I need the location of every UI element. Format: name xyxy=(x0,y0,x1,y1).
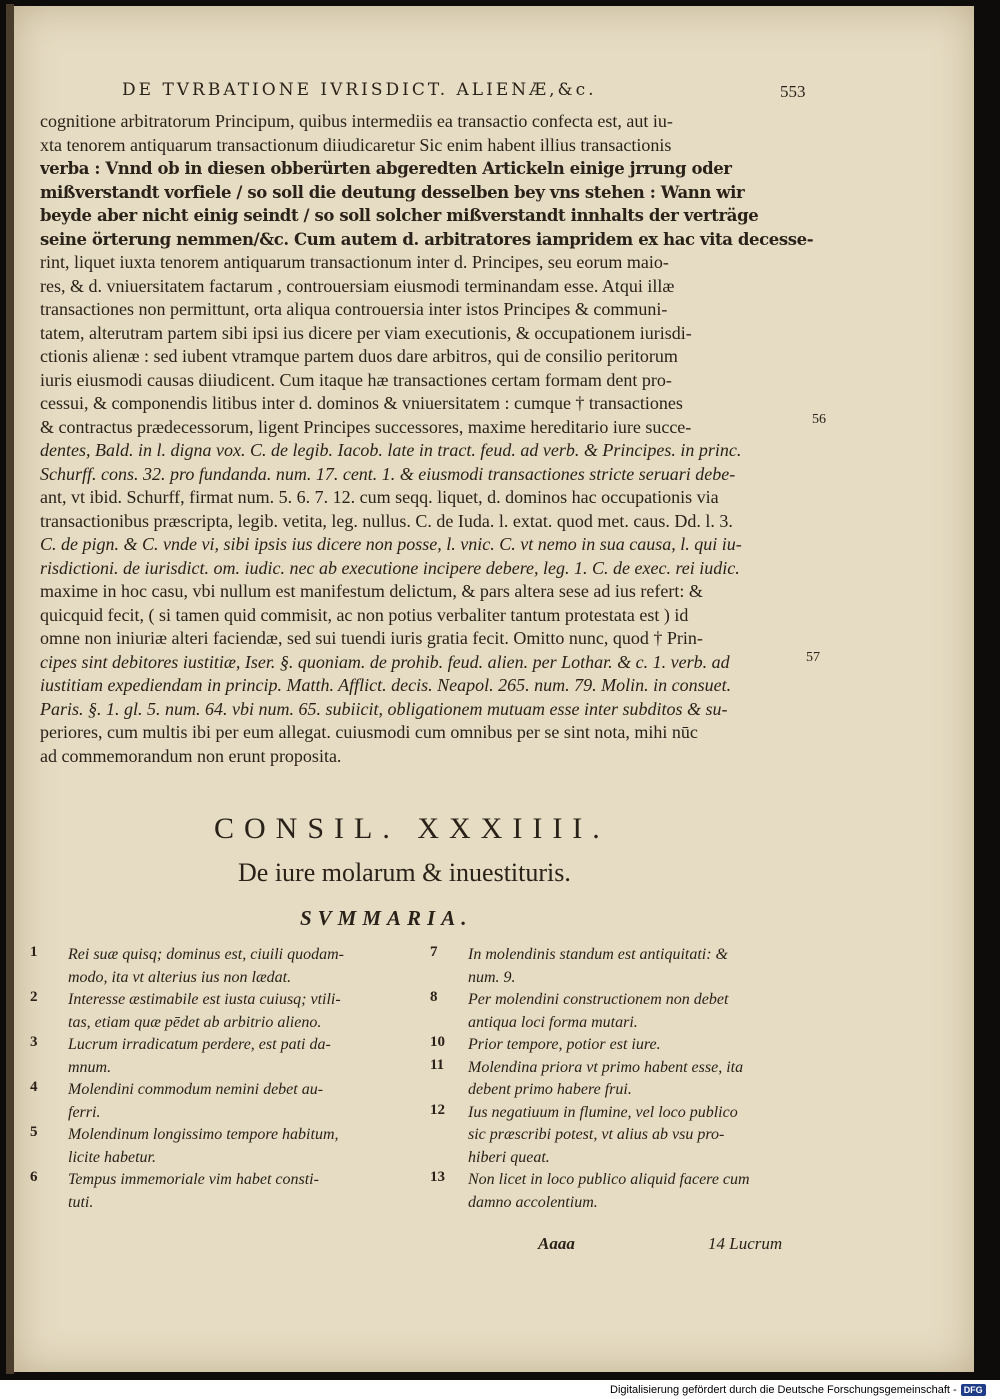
body-text xyxy=(40,110,820,768)
summary-line: ferri. xyxy=(68,1103,101,1121)
summary-line: Ius negatiuum in flumine, vel loco publico xyxy=(468,1103,738,1121)
body-line: ant, vt ibid. Schurff, firmat num. 5. 6. 7. 12. cum seqq. liquet, d. dominos hac occupationis via xyxy=(40,487,719,507)
body-line: cipes sint debitores iustitiæ, Iser. §. quoniam. de prohib. feud. alien. per Lothar. & c. 1. verb. ad xyxy=(40,651,730,672)
section-subtitle: De iure molarum & inuestituris. xyxy=(238,858,571,887)
summary-line: Molendinum longissimo tempore habitum, xyxy=(68,1126,339,1143)
body-line: cessui, & componendis litibus inter d. dominos & vniuersitatem : cumque † transactiones xyxy=(40,393,683,413)
margin-note: 57 xyxy=(806,650,820,665)
summary-item xyxy=(430,1169,820,1214)
summary-line: Per molendini constructionem non debet xyxy=(468,991,729,1008)
summary-line: sic præscribi potest, vt alius ab vsu pro- xyxy=(468,1126,725,1143)
summary-line: modo, ita vt alterius ius non lædat. xyxy=(68,968,292,986)
summary-item xyxy=(30,989,430,1034)
body-line: Schurff. cons. 32. pro fundanda. num. 17. cent. 1. & eiusmodi transactiones stricte seruari debe- xyxy=(40,463,736,484)
summary-item xyxy=(430,944,820,989)
footer-text: Digitalisierung gefördert durch die Deutsche Forschungsgemeinschaft - xyxy=(610,1383,957,1396)
section-title: CONSIL. XXXIIII. xyxy=(214,812,610,845)
body-line: iustitiam expediendam in princip. Matth. Afflict. decis. Neapol. 265. num. 79. Molin. in consuet. xyxy=(40,675,732,695)
summary-line: Interesse æstimabile est iusta cuiusq; vtili- xyxy=(68,991,341,1008)
summary-line: Lucrum irradicatum perdere, est pati da- xyxy=(68,1036,331,1053)
body-line: ad commemorandum non erunt proposita. xyxy=(40,745,342,766)
summary-number: 7 xyxy=(430,944,438,960)
summary-number: 13 xyxy=(430,1169,445,1185)
summary-line: In molendinis standum est antiquitati: & xyxy=(468,946,728,963)
body-line: res, & d. vniuersitatem factarum , controuersiam eiusmodi terminandam esse. Atqui illæ xyxy=(40,275,675,296)
summary-item xyxy=(30,944,430,989)
summary-line: Rei suæ quisq; dominus est, ciuili quodam- xyxy=(68,946,344,963)
summary-item xyxy=(30,1034,430,1079)
summary-number: 8 xyxy=(430,989,438,1005)
body-line: risdictioni. de iurisdict. om. iudic. nec ab executione incipere debere, leg. 1. C. de exec. rei iudic. xyxy=(40,557,740,578)
body-line: dentes, Bald. in l. digna vox. C. de legib. Iacob. late in tract. feud. ad verb. & Principes. in princ. xyxy=(40,440,742,460)
summary-item xyxy=(30,1169,430,1214)
body-line: & contractus prædecessorum, ligent Principes successores, maxime hereditario iure succe- xyxy=(40,416,692,437)
body-line: omne non iniuriæ alteri faciendæ, sed sui tuendi iuris gratia fecit. Omitto nunc, quod † Prin- xyxy=(40,628,703,648)
body-line: cognitione arbitratorum Principum, quibus intermediis ea transactio confecta est, aut iu- xyxy=(40,111,673,131)
summary-line: tuti. xyxy=(68,1193,94,1211)
body-line: maxime in hoc casu, vbi nullum est manifestum delictum, & pars altera sese ad ius refert: & xyxy=(40,581,703,601)
summary-item xyxy=(430,989,820,1034)
margin-note: 56 xyxy=(812,412,826,427)
catchword: 14 Lucrum xyxy=(708,1234,783,1253)
dfg-logo-icon: DFG xyxy=(961,1384,986,1396)
body-line: iuris eiusmodi causas diiudicent. Cum itaque hæ transactiones certam formam dent pro- xyxy=(40,369,672,390)
body-line: seine örterung nemmen/&c. Cum autem d. arbitratores iampridem ex hac vita decesse- xyxy=(40,229,814,249)
summaria-left-column xyxy=(30,944,430,1214)
summaria-right-column xyxy=(430,944,820,1214)
summary-line: damno accolentium. xyxy=(468,1193,598,1211)
body-line: verba : Vnnd ob in diesen obberürten abgeredten Artickeln einige jrrung oder xyxy=(40,159,732,178)
summary-number: 3 xyxy=(30,1034,38,1050)
summary-item xyxy=(30,1124,430,1169)
summary-item xyxy=(430,1034,820,1057)
summary-line: Non licet in loco publico aliquid facere cum xyxy=(468,1171,750,1188)
summary-number: 6 xyxy=(30,1169,38,1185)
summary-line: debent primo habere frui. xyxy=(468,1081,632,1098)
footer-credit xyxy=(610,1380,996,1399)
summary-line: Prior tempore, potior est iure. xyxy=(468,1036,661,1053)
page-number: 553 xyxy=(780,82,806,101)
running-head: DE TVRBATIONE IVRISDICT. ALIENÆ,&c. xyxy=(122,80,597,100)
summary-line: Molendini commodum nemini debet au- xyxy=(68,1081,324,1098)
body-line: beyde aber nicht einig seindt / so soll solcher mißverstandt innhalts der verträge xyxy=(40,206,759,225)
signature-mark: Aaaa xyxy=(538,1234,575,1253)
summary-number: 4 xyxy=(30,1079,38,1095)
body-line: quicquid fecit, ( si tamen quid commisit, ac non potius verbaliter tantum protestata est ) id xyxy=(40,604,689,625)
body-line: Paris. §. 1. gl. 5. num. 64. vbi num. 65. subiicit, obligationem mutuam esse inter subditos & su- xyxy=(40,698,728,719)
body-line: periores, cum multis ibi per eum allegat. cuiusmodi cum omnibus per se sint nota, mihi nūc xyxy=(40,722,698,742)
summary-line: Molendina priora vt primo habent esse, ita xyxy=(468,1058,744,1076)
body-line: transactionibus præscripta, legib. vetita, leg. nullus. C. de Iuda. l. extat. quod met. caus. Dd. l. 3. xyxy=(40,510,733,531)
summary-line: num. 9. xyxy=(468,968,516,986)
summary-number: 11 xyxy=(430,1056,445,1073)
summaria-heading: SVMMARIA. xyxy=(300,906,473,930)
summary-item xyxy=(30,1079,430,1124)
body-line: ctionis alienæ : sed iubent vtramque partem duos dare arbitros, qui de consilio peritorum xyxy=(40,346,678,366)
body-line: xta tenorem antiquarum transactionum diiudicaretur Sic enim habent illius transactionis xyxy=(40,134,672,155)
summary-line: antiqua loci forma mutari. xyxy=(468,1013,638,1031)
summary-number: 2 xyxy=(30,989,38,1005)
body-line: transactiones non permittunt, orta aliqua controuersia inter istos Principes & communi- xyxy=(40,299,668,319)
summary-number: 1 xyxy=(30,944,38,960)
summary-line: Tempus immemoriale vim habet consti- xyxy=(68,1171,319,1188)
summary-number: 5 xyxy=(30,1124,38,1140)
summary-line: licite habetur. xyxy=(68,1148,156,1166)
summary-line: mnum. xyxy=(68,1058,112,1076)
summary-line: hiberi queat. xyxy=(468,1148,550,1166)
summary-line: tas, etiam quæ pēdet ab arbitrio alieno. xyxy=(68,1013,322,1031)
body-line: mißverstandt vorfiele / so soll die deutung desselben bey vns stehen : Wann wir xyxy=(40,182,745,202)
page-edge xyxy=(6,4,14,1374)
summary-number: 10 xyxy=(430,1034,445,1050)
body-line: rint, liquet iuxta tenorem antiquarum transactionum inter d. Principes, seu eorum maio- xyxy=(40,252,669,272)
summary-item xyxy=(430,1057,820,1102)
summary-item xyxy=(430,1102,820,1170)
body-line: C. de pign. & C. vnde vi, sibi ipsis ius dicere non posse, l. vnic. C. vt nemo in sua causa, l. qui iu- xyxy=(40,534,742,554)
summary-number: 12 xyxy=(430,1101,445,1118)
body-line: tatem, alterutram partem sibi ipsi ius dicere per viam executionis, & occupationem iurisdi- xyxy=(40,322,692,343)
